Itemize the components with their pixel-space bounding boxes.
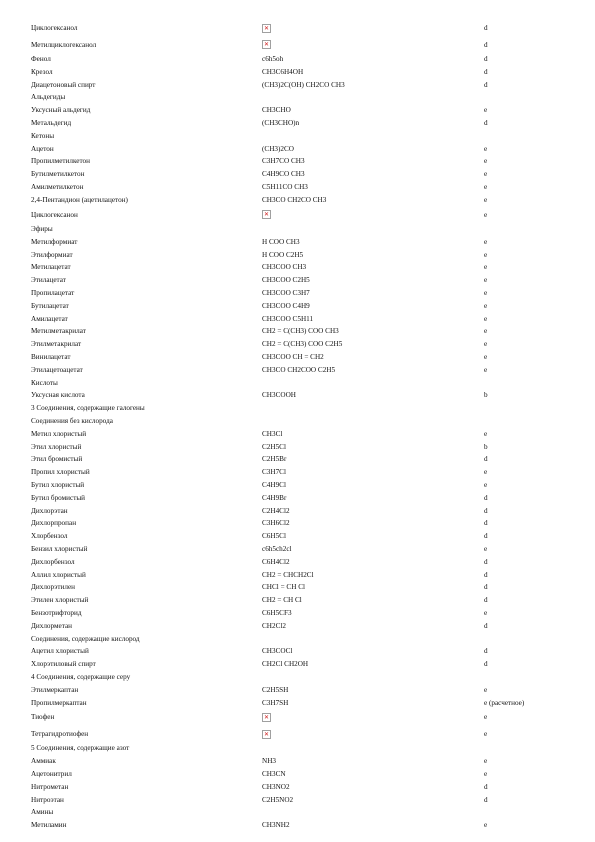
table-row xyxy=(0,117,595,130)
substance-formula: CH3CHO xyxy=(262,106,291,115)
substance-formula: H COO CH3 xyxy=(262,237,300,246)
table-row xyxy=(0,143,595,156)
table-row xyxy=(0,569,595,582)
substance-rating: e xyxy=(484,314,488,323)
table-row xyxy=(0,492,595,505)
substance-name: Пропилмеркаптан xyxy=(31,698,87,707)
substance-rating: d xyxy=(484,40,488,49)
table-row xyxy=(0,517,595,530)
substance-formula: C2H5NO2 xyxy=(262,795,294,804)
substance-rating: e xyxy=(484,353,488,362)
substance-rating: d xyxy=(484,647,488,656)
substance-rating: e xyxy=(484,769,488,778)
substance-formula: C2H5Cl xyxy=(262,442,286,451)
substance-formula: C6H5Cl xyxy=(262,532,286,541)
substance-rating: e xyxy=(484,106,488,115)
substance-name: Метилметакрилат xyxy=(31,327,86,336)
table-row xyxy=(0,781,595,794)
substance-rating: e xyxy=(484,276,488,285)
substance-formula: (CH3)2C(OH) CH2CO CH3 xyxy=(262,80,345,89)
table-row xyxy=(0,453,595,466)
table-row xyxy=(0,274,595,287)
substance-name: Бутилацетат xyxy=(31,301,69,310)
substance-name: Бутил хлористый xyxy=(31,481,85,489)
substance-rating: d xyxy=(484,660,488,669)
broken-image-icon xyxy=(262,730,271,739)
substance-formula xyxy=(262,37,271,54)
broken-image-icon xyxy=(262,24,271,33)
table-row xyxy=(0,768,595,781)
substance-rating: d xyxy=(484,67,488,76)
substance-name: Амилацетат xyxy=(31,314,68,323)
substance-name: Этил хлористый xyxy=(31,442,82,451)
substance-name: Этил бромистый xyxy=(31,455,83,464)
substance-formula: CH3COO C5H11 xyxy=(262,314,314,323)
table-row xyxy=(0,300,595,313)
substance-formula: C6H5CF3 xyxy=(262,608,292,617)
substance-name: Метилформиат xyxy=(31,237,78,246)
substance-name: Соединения, содержащие кислород xyxy=(31,634,140,643)
substance-rating: e xyxy=(484,157,488,166)
substance-rating: e xyxy=(484,729,488,738)
substance-rating: d xyxy=(484,55,488,63)
substance-name: Фенол xyxy=(31,55,51,63)
substance-formula: C3H6Cl2 xyxy=(262,519,290,528)
substance-rating: d xyxy=(484,795,488,804)
substance-name: Тиофен xyxy=(31,713,55,722)
substance-rating: d xyxy=(484,455,488,464)
table-row xyxy=(0,66,595,79)
substance-rating: e xyxy=(484,608,488,617)
substance-name: Амилметилкетон xyxy=(31,182,84,191)
substance-rating: d xyxy=(484,557,488,566)
substance-name: Этилен хлористый xyxy=(31,596,89,605)
table-row xyxy=(0,742,595,755)
substance-name: Нитроэтан xyxy=(31,795,64,804)
substance-rating: e xyxy=(484,365,488,374)
substance-name: Дихлорбензол xyxy=(31,557,75,566)
table-row xyxy=(0,37,595,54)
substance-formula: CH3COO C3H7 xyxy=(262,289,310,298)
substance-rating: e xyxy=(484,144,488,153)
table-row xyxy=(0,130,595,143)
substance-name: Этилацетат xyxy=(31,276,66,285)
substance-formula: C2H4Cl2 xyxy=(262,506,290,515)
table-row xyxy=(0,594,595,607)
substance-formula: C2H5SH xyxy=(262,685,289,694)
substance-name: 4 Соединения, содержащие серу xyxy=(31,672,131,681)
substance-formula: CH3COO CH3 xyxy=(262,263,307,272)
substance-formula: CH3COO C2H5 xyxy=(262,276,310,285)
substance-rating: e xyxy=(484,757,488,766)
table-row xyxy=(0,236,595,249)
table-row xyxy=(0,530,595,543)
substance-name: Хлорэтиловый спирт xyxy=(31,660,96,669)
table-row xyxy=(0,377,595,390)
substance-name: Винилацетат xyxy=(31,353,71,362)
substance-name: Ацетон xyxy=(31,144,54,153)
substance-rating: d xyxy=(484,570,488,579)
table-row xyxy=(0,168,595,181)
substance-rating: d xyxy=(484,782,488,791)
table-row xyxy=(0,645,595,658)
substance-rating: e xyxy=(484,468,488,477)
table-row xyxy=(0,697,595,710)
table-row xyxy=(0,79,595,92)
substance-rating: e xyxy=(484,301,488,310)
substance-name: Уксусный альдегид xyxy=(31,106,91,115)
substance-formula: NH3 xyxy=(262,757,276,766)
substance-name: Циклогексанол xyxy=(31,24,78,32)
substance-formula: CH3COOH xyxy=(262,391,296,400)
substance-formula xyxy=(262,207,271,224)
substance-name: Этилацетоацетат xyxy=(31,365,83,374)
substance-name: Аллил хлористый xyxy=(31,570,86,579)
substance-formula: C4H9Br xyxy=(262,493,287,502)
table-row xyxy=(0,671,595,684)
table-row xyxy=(0,261,595,274)
table-row xyxy=(0,207,595,224)
substance-formula xyxy=(262,726,271,743)
table-row xyxy=(0,607,595,620)
substance-formula xyxy=(262,20,271,37)
substance-rating: d xyxy=(484,506,488,515)
table-row xyxy=(0,806,595,819)
substance-rating: e xyxy=(484,713,488,722)
table-row xyxy=(0,364,595,377)
table-row xyxy=(0,658,595,671)
substance-rating: e xyxy=(484,263,488,272)
substance-rating: d xyxy=(484,583,488,592)
substance-formula: CH2 = CHCH2Cl xyxy=(262,570,314,579)
substance-name: Бутилметилкетон xyxy=(31,170,85,179)
substance-formula: CH3C6H4OH xyxy=(262,67,304,76)
substance-formula: CH2Cl2 xyxy=(262,621,286,630)
substance-formula: C5H11CO CH3 xyxy=(262,182,308,191)
substance-rating: d xyxy=(484,80,488,89)
substance-rating: d xyxy=(484,519,488,528)
table-row xyxy=(0,313,595,326)
substance-name: Дихлорметан xyxy=(31,621,73,630)
substance-name: Пропилацетат xyxy=(31,289,75,298)
table-row xyxy=(0,415,595,428)
substance-formula: C4H9Cl xyxy=(262,481,286,489)
substance-rating: d xyxy=(484,532,488,541)
substance-rating: e xyxy=(484,544,488,553)
table-row xyxy=(0,819,595,832)
substance-formula: CHCl = CH Cl xyxy=(262,583,305,592)
broken-image-icon xyxy=(262,713,271,722)
substance-name: Метальдегид xyxy=(31,118,72,127)
table-row xyxy=(0,505,595,518)
substance-name: Метиламин xyxy=(31,821,67,830)
substance-formula: H COO C2H5 xyxy=(262,250,304,259)
substance-formula: (CH3)2CO xyxy=(262,144,294,153)
substance-rating: e xyxy=(484,210,488,219)
table-row xyxy=(0,441,595,454)
substance-formula: C6H4Cl2 xyxy=(262,557,290,566)
table-row xyxy=(0,155,595,168)
substance-formula: C3H7CO CH3 xyxy=(262,157,305,166)
table-row xyxy=(0,556,595,569)
substance-formula: (CH3CHO)n xyxy=(262,118,300,127)
substance-formula: CH2 = C(CH3) COO CH3 xyxy=(262,327,339,336)
substance-rating: e xyxy=(484,195,488,204)
substance-name: Метил хлористый xyxy=(31,429,87,438)
substance-name: Циклогексанон xyxy=(31,210,78,219)
table-row xyxy=(0,543,595,556)
substance-name: Бензотрифторид xyxy=(31,608,82,617)
substance-name: Уксусная кислота xyxy=(31,391,85,400)
substance-formula: CH3CN xyxy=(262,769,286,778)
substance-formula: CH3COO C4H9 xyxy=(262,301,310,310)
table-row xyxy=(0,223,595,236)
substance-name: Тетрагидротиофен xyxy=(31,729,89,738)
table-row xyxy=(0,755,595,768)
substance-formula: C4H9CO CH3 xyxy=(262,170,305,179)
substance-rating: e xyxy=(484,289,488,298)
table-row xyxy=(0,726,595,743)
substance-rating: e xyxy=(484,182,488,191)
substance-rating: e xyxy=(484,237,488,246)
substance-rating: e xyxy=(484,685,488,694)
table-row xyxy=(0,402,595,415)
table-row xyxy=(0,20,595,37)
substance-name: Метилциклогексанол xyxy=(31,40,97,49)
substance-rating: e xyxy=(484,250,488,259)
substance-formula: CH2 = CH Cl xyxy=(262,596,302,605)
substance-formula: CH3Cl xyxy=(262,429,283,438)
table-row xyxy=(0,684,595,697)
table-row xyxy=(0,249,595,262)
broken-image-icon xyxy=(262,40,271,49)
substance-name: Дихлорпропан xyxy=(31,519,77,528)
table-row xyxy=(0,194,595,207)
table-row xyxy=(0,581,595,594)
substance-formula: CH2Cl CH2OH xyxy=(262,660,309,669)
substance-name: Дихлорэтан xyxy=(31,506,68,515)
substance-rating: d xyxy=(484,118,488,127)
table-row xyxy=(0,620,595,633)
table-row xyxy=(0,709,595,726)
substance-name: Эфиры xyxy=(31,225,53,234)
table-row xyxy=(0,325,595,338)
substance-rating: d xyxy=(484,493,488,502)
substance-name: Пропилметилкетон xyxy=(31,157,90,166)
table-row xyxy=(0,104,595,117)
substance-rating: b xyxy=(484,442,488,451)
table-row xyxy=(0,53,595,66)
table-row xyxy=(0,794,595,807)
substance-rating: e xyxy=(484,821,488,830)
substance-name: 3 Соединения, содержащие галогены xyxy=(31,404,145,413)
table-row xyxy=(0,91,595,104)
substance-name: Пропил хлористый xyxy=(31,468,90,477)
substance-name: Ацетонитрил xyxy=(31,769,72,778)
substance-formula: C3H7Cl xyxy=(262,468,286,477)
substance-name: 5 Соединения, содержащие азот xyxy=(31,744,130,753)
substance-rating: d xyxy=(484,24,488,32)
substance-name: 2,4-Пентандион (ацетилацетон) xyxy=(31,195,128,204)
substance-name: Соединения без кислорода xyxy=(31,417,113,426)
substance-rating: e xyxy=(484,429,488,438)
substance-name: Диацетоновый спирт xyxy=(31,80,96,89)
table-row xyxy=(0,479,595,492)
substance-name: Кетоны xyxy=(31,131,55,140)
substance-rating: d xyxy=(484,621,488,630)
substance-name: Альдегиды xyxy=(31,93,66,102)
substance-name: Бутил бромистый xyxy=(31,493,86,502)
table-row xyxy=(0,287,595,300)
table-row xyxy=(0,181,595,194)
substance-formula: CH2 = C(CH3) COO C2H5 xyxy=(262,340,343,349)
substance-name: Нитрометан xyxy=(31,782,69,791)
substance-table xyxy=(0,20,595,832)
table-row xyxy=(0,428,595,441)
substance-rating: b xyxy=(484,391,488,400)
substance-name: Дихлорэтилен xyxy=(31,583,75,592)
substance-formula: CH3CO CH2COO C2H5 xyxy=(262,365,336,374)
table-row xyxy=(0,338,595,351)
substance-name: Метилацетат xyxy=(31,263,71,272)
substance-formula: CH3NO2 xyxy=(262,782,290,791)
substance-name: Амины xyxy=(31,808,54,817)
broken-image-icon xyxy=(262,210,271,219)
substance-formula: CH3CO CH2CO CH3 xyxy=(262,195,327,204)
substance-rating: e xyxy=(484,340,488,349)
substance-rating: d xyxy=(484,596,488,605)
substance-formula: c6h5ch2cl xyxy=(262,544,292,553)
substance-name: Этилмеркаптан xyxy=(31,685,79,694)
substance-formula: CH3COCl xyxy=(262,647,293,656)
table-row xyxy=(0,466,595,479)
substance-name: Этилметакрилат xyxy=(31,340,82,349)
substance-formula: CH3COO CH = CH2 xyxy=(262,353,324,362)
table-row xyxy=(0,389,595,402)
table-row xyxy=(0,633,595,646)
substance-formula: C3H7SH xyxy=(262,698,289,707)
substance-name: Кислоты xyxy=(31,378,58,387)
substance-name: Аммиак xyxy=(31,757,56,766)
table-row xyxy=(0,351,595,364)
substance-formula: CH3NH2 xyxy=(262,821,290,830)
substance-rating: e xyxy=(484,327,488,336)
substance-formula: C2H5Br xyxy=(262,455,287,464)
substance-rating: e (расчетное) xyxy=(484,698,525,707)
substance-name: Ацетил хлористый xyxy=(31,647,89,656)
substance-name: Этилформиат xyxy=(31,250,73,259)
substance-name: Крезол xyxy=(31,67,53,76)
substance-name: Хлорбензол xyxy=(31,532,68,541)
substance-formula xyxy=(262,709,271,726)
substance-rating: e xyxy=(484,170,488,179)
substance-rating: e xyxy=(484,481,488,489)
substance-name: Бензил хлористый xyxy=(31,544,88,553)
substance-formula: c6h5oh xyxy=(262,55,284,63)
